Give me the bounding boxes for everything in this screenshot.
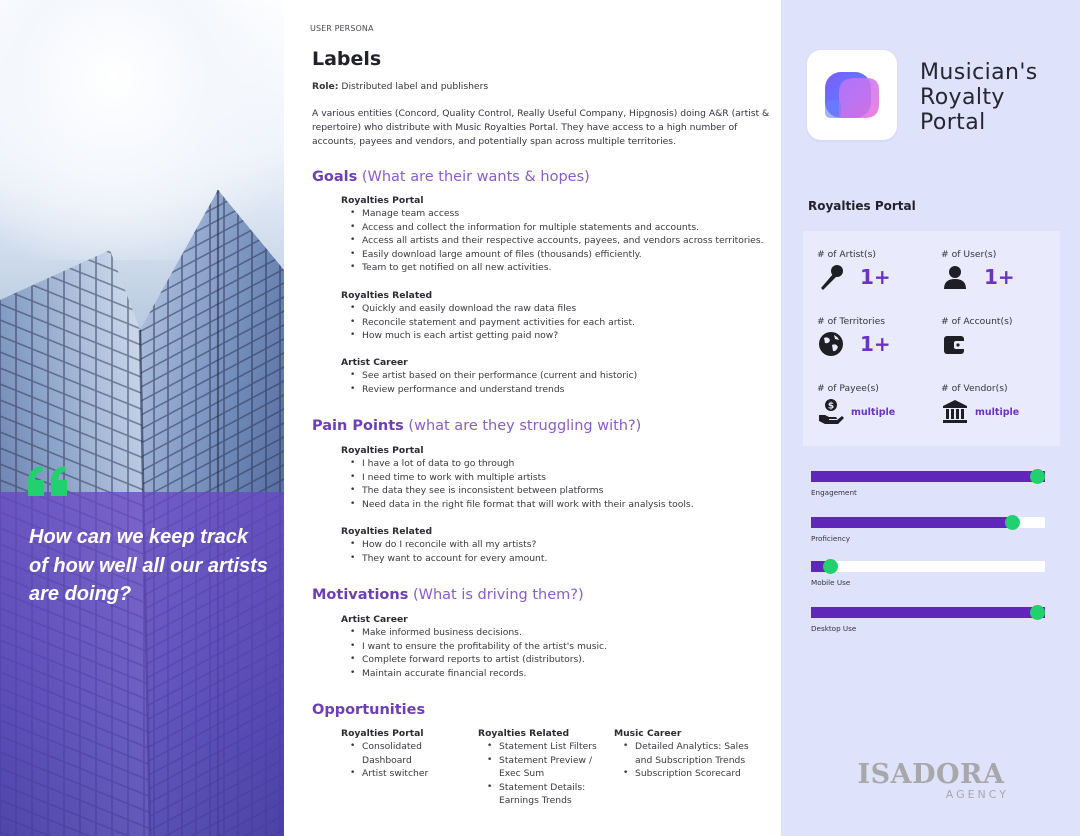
list-item: • Review performance and understand trends <box>341 383 771 397</box>
meter-track <box>811 607 1045 618</box>
app-logo-icon <box>807 50 897 140</box>
hero-panel <box>0 0 284 836</box>
stat-value: multiple <box>975 407 1020 418</box>
pain-points-subtitle: (what are they struggling with?) <box>408 418 642 434</box>
pain-points-title: Pain Points <box>312 418 404 434</box>
stat-territories <box>817 316 937 371</box>
list-item: • See artist based on their performance (current and historic) <box>341 369 771 383</box>
goals-group-related <box>341 290 771 343</box>
microphone-icon <box>817 263 845 291</box>
meter-track <box>811 517 1045 528</box>
list-item: • Access all artists and their respective accounts, payees, and vendors across territories. <box>341 234 771 248</box>
meter-knob <box>1030 469 1045 484</box>
list-item: • Detailed Analytics: Sales and Subscription Trends <box>614 740 762 767</box>
stat-label: # of Artist(s) <box>817 249 876 260</box>
group-title: Artist Career <box>341 614 408 625</box>
stat-value: 1+ <box>860 332 891 356</box>
opportunities-col-portal <box>341 728 466 781</box>
list-item: • Consolidated Dashboard <box>341 740 441 767</box>
persona-title: Labels <box>312 48 382 70</box>
user-icon <box>941 263 969 291</box>
group-title: Royalties Portal <box>341 728 424 739</box>
group-title: Royalties Related <box>341 526 433 537</box>
list-item: • The data they see is inconsistent between platforms <box>341 484 771 498</box>
group-title: Artist Career <box>341 357 408 368</box>
list-item: • Easily download large amount of files (thousands) efficiently. <box>341 248 771 262</box>
role-value: Distributed label and publishers <box>341 81 489 92</box>
list-item: • Statement Preview / Exec Sum <box>478 754 600 781</box>
goals-group-portal <box>341 195 771 275</box>
meter-knob <box>1005 515 1020 530</box>
persona-sidebar <box>781 0 1080 836</box>
stat-label: # of Account(s) <box>941 316 1013 327</box>
list-item: • Reconcile statement and payment activities for each artist. <box>341 316 771 330</box>
list-item: • How much is each artist getting paid now? <box>341 329 771 343</box>
list-item: • They want to account for every amount. <box>341 552 771 566</box>
bank-icon <box>941 397 969 425</box>
list-item: • I need time to work with multiple artists <box>341 471 771 485</box>
motivations-group-career <box>341 614 771 680</box>
group-title: Music Career <box>614 728 682 739</box>
group-title: Royalties Related <box>478 728 570 739</box>
meter-engagement <box>811 471 1045 497</box>
group-title: Royalties Related <box>341 290 433 301</box>
meter-label: Proficiency <box>811 534 851 543</box>
persona-role <box>312 81 488 92</box>
wallet-icon <box>941 330 969 358</box>
meter-desktop-use <box>811 607 1045 633</box>
quote-mark-icon <box>24 462 72 512</box>
stat-artists <box>817 249 937 304</box>
stat-value: 1+ <box>984 265 1015 289</box>
persona-description: A various entities (Concord, Quality Control, Really Useful Company, Hipgnosis) doing A&R (artist & repertoire) who distribute with Music Royalties Portal. They have access to a high number of accounts, payees and vendors, and potentially span across multiple territories. <box>312 108 770 147</box>
list-item: • Subscription Scorecard <box>614 767 764 781</box>
payee-hand-icon <box>817 397 845 425</box>
pain-group-portal <box>341 445 771 511</box>
list-item: • Access and collect the information for multiple statements and accounts. <box>341 221 771 235</box>
portal-heading: Royalties Portal <box>808 199 916 213</box>
stat-value: multiple <box>851 407 896 418</box>
list-item: • Artist switcher <box>341 767 466 781</box>
list-item: • Quickly and easily download the raw data files <box>341 302 771 316</box>
goals-title: Goals <box>312 169 358 185</box>
list-item: • How do I reconcile with all my artists? <box>341 538 771 552</box>
meter-knob <box>1030 605 1045 620</box>
meter-proficiency <box>811 517 1045 543</box>
stat-users <box>941 249 1061 304</box>
list-item: • Team to get notified on all new activities. <box>341 261 771 275</box>
meter-track <box>811 471 1045 482</box>
list-item: • Statement Details: Earnings Trends <box>478 781 588 808</box>
opportunities-col-career <box>614 728 764 781</box>
meter-mobile-use <box>811 561 1045 587</box>
pain-group-related <box>341 526 771 565</box>
pain-points-heading <box>312 418 641 434</box>
list-item: • Maintain accurate financial records. <box>341 667 771 681</box>
goals-group-career <box>341 357 771 396</box>
opportunities-title: Opportunities <box>312 702 426 718</box>
meter-label: Desktop Use <box>811 624 857 633</box>
stat-label: # of Territories <box>817 316 886 327</box>
meter-fill <box>811 607 1045 618</box>
stat-payees <box>817 383 937 438</box>
opportunities-col-related <box>478 728 603 808</box>
list-item: • Statement List Filters <box>478 740 603 754</box>
goals-heading <box>312 169 590 185</box>
hero-quote: How can we keep track of how well all our artists are doing? <box>29 526 268 605</box>
meter-fill <box>811 471 1045 482</box>
list-item: • I have a lot of data to go through <box>341 457 771 471</box>
group-title: Royalties Portal <box>341 195 424 206</box>
stat-value: 1+ <box>860 265 891 289</box>
stat-label: # of Payee(s) <box>817 383 879 394</box>
list-item: • Need data in the right file format that will work with their analysis tools. <box>341 498 771 512</box>
role-label: Role: <box>312 81 339 92</box>
stats-panel <box>803 231 1060 446</box>
svg-text:$: $ <box>827 401 835 412</box>
meter-label: Engagement <box>811 488 857 497</box>
motivations-subtitle: (What is driving them?) <box>412 587 584 603</box>
meter-track <box>811 561 1045 572</box>
stat-label: # of User(s) <box>941 249 997 260</box>
persona-content <box>284 0 781 836</box>
group-title: Royalties Portal <box>341 445 424 456</box>
meter-label: Mobile Use <box>811 578 851 587</box>
motivations-title: Motivations <box>312 587 409 603</box>
list-item: • I want to ensure the profitability of the artist's music. <box>341 640 771 654</box>
brand-sub: AGENCY <box>945 788 1009 801</box>
list-item: • Complete forward reports to artist (distributors). <box>341 653 771 667</box>
list-item: • Manage team access <box>341 207 771 221</box>
stat-vendors <box>941 383 1061 438</box>
meter-knob <box>823 559 838 574</box>
app-name: Musician's Royalty Portal <box>920 60 1038 135</box>
stat-accounts <box>941 316 1061 371</box>
agency-brand <box>851 759 1011 801</box>
motivations-heading <box>312 587 584 603</box>
brand-name: ISADORA <box>857 759 1005 790</box>
goals-subtitle: (What are their wants & hopes) <box>361 169 590 185</box>
stat-label: # of Vendor(s) <box>941 383 1008 394</box>
opportunities-heading <box>312 702 425 718</box>
list-item: • Make informed business decisions. <box>341 626 771 640</box>
globe-icon <box>817 330 845 358</box>
meter-fill <box>811 517 1012 528</box>
persona-eyebrow: USER PERSONA <box>310 24 374 33</box>
